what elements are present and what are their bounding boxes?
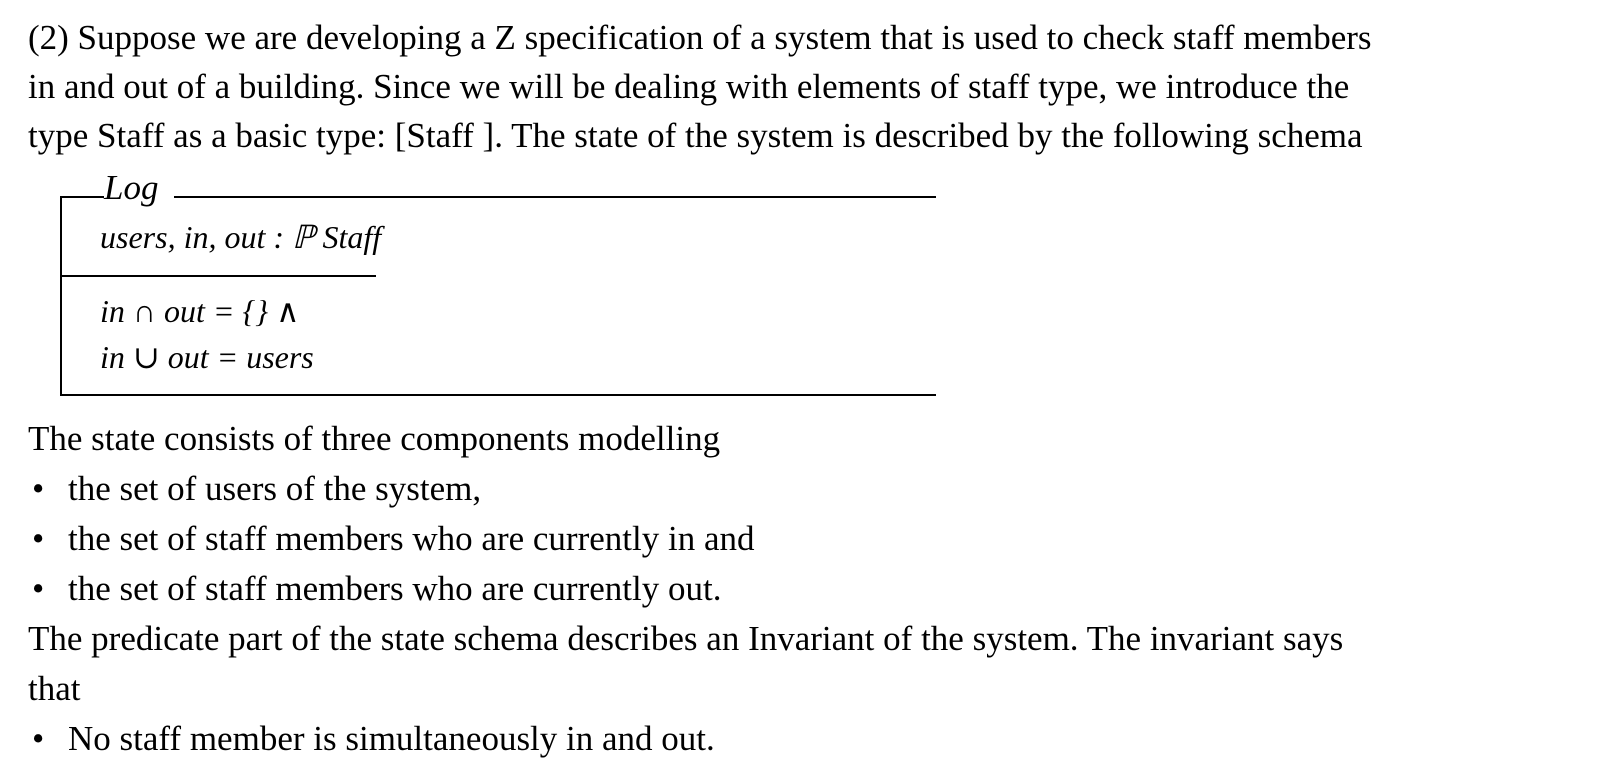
schema-left-rule <box>60 196 62 396</box>
invariant-line-2: that <box>28 669 81 708</box>
schema-top-rule-left <box>60 196 104 198</box>
schema-predicate-2: in ∪ out = users <box>100 339 314 375</box>
bullet-symbol: • <box>32 569 45 608</box>
state-bullet-3: the set of staff members who are currently out. <box>68 569 722 608</box>
bullet-symbol: • <box>32 519 45 558</box>
schema-name: Log <box>104 168 159 207</box>
invariant-line-1: The predicate part of the state schema describes an Invariant of the system. The invariant says <box>28 619 1344 658</box>
bullet-symbol: • <box>32 719 45 758</box>
intro-line-2: in and out of a building. Since we will be dealing with elements of staff type, we introduce the <box>28 67 1350 106</box>
state-bullet-1: the set of users of the system, <box>68 469 482 508</box>
schema-declaration: users, in, out : ℙ Staff <box>100 219 382 255</box>
schema-bottom-rule <box>60 394 936 396</box>
intro-line-1: (2) Suppose we are developing a Z specification of a system that is used to check staff members <box>28 18 1372 57</box>
state-lead: The state consists of three components modelling <box>28 419 721 458</box>
invariant-bullet-1: No staff member is simultaneously in and out. <box>68 719 715 758</box>
state-bullet-2: the set of staff members who are currently in and <box>68 519 755 558</box>
bullet-symbol: • <box>32 469 45 508</box>
schema-divider <box>60 275 376 277</box>
schema-top-rule-right <box>174 196 936 198</box>
intro-line-3: type Staff as a basic type: [Staff ]. The state of the system is described by the following schema <box>28 116 1363 155</box>
schema-predicate-1: in ∩ out = {} ∧ <box>100 293 300 329</box>
